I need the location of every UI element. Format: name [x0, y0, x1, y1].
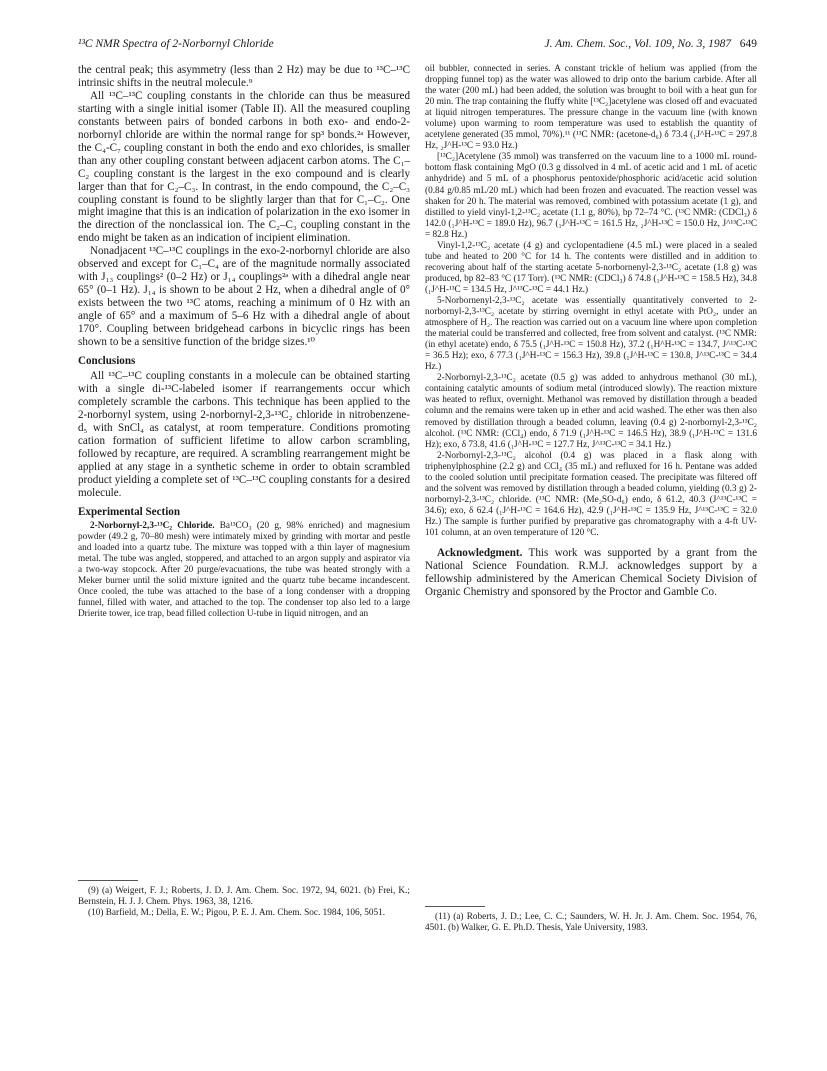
body-paragraph: the central peak; this asymmetry (less than 2 Hz) may be due to ¹³C–¹³C intrinsic shifts in the neutral molecule.⁹ [78, 64, 410, 89]
body-paragraph: All ¹³C–¹³C coupling constants in the chloride can thus be measured starting with a single initial isomer (Table II). All the measured coupling constants between pairs of bonded carbons in both exo- and endo-2-norbornyl chloride are within the normal range for sp³ bonds.²ᵃ However, the C₄-C₇ coupling constant in both the endo and exo chlorides, is smaller than any other coupling constant between adjacent carbon atoms. The C₁–C₂ coupling constant is the largest in the exo compound and is clearly larger than that for C₂–C₃. In contrast, in the endo compound, the C₂–C₃ coupling constant is found to be slightly larger than that for C₁–C₂. One might imagine that this is an indication of polarization in the exo isomer in the direction of the nonclassical ion. The C₂–C₃ coupling constant in the endo might be taken as an indication of incipient elimination. [78, 89, 410, 245]
right-column [425, 64, 757, 900]
footnote-rule-left [78, 880, 138, 881]
experimental-paragraph: [¹³C₂]Acetylene (35 mmol) was transferred on the vacuum line to a 1000 mL round-bottom flask containing MgO (0.3 g dissolved in 4 mL of acetic acid and 1 mL of acetic anhydride) and 5 mL of a phosphorus pentoxide/phosphoric acid/acetic acid solution (0.84 g/0.85 mL/20 mL) which had been frozen and evacuated. The reaction vessel was shaken for 20 h. The material was removed, combined with potassium acetate (1 g), and distilled to yield vinyl-1,2-¹³C₂ acetate (1.1 g, 80%), bp 72–74 °C. (¹³C NMR: (CDCl₃) δ 142.0 (₁J^H-¹³C = 189.0 Hz), 96.7 (₁J^H-¹³C = 161.5 Hz, ₂J^H-¹³C = 150.0 Hz, J^¹³C-¹³C = 82.8 Hz.) [425, 152, 757, 240]
acknowledgment-heading: Acknowledgment. [437, 547, 523, 560]
running-title: ¹³C NMR Spectra of 2-Norbornyl Chloride [78, 38, 274, 50]
body-paragraph: Nonadjacent ¹³C–¹³C couplings in the exo-2-norbornyl chloride are also observed and except for C₁–C₄ are of the magnitude normally associated with J₁₃ couplings² (0–2 Hz) or J₁₄ couplings²ᵃ with a dihedral angle near 65° (0–1 Hz). J₁₄ is shown to be about 2 Hz, when a dihedral angle of 0° exists between the two ¹³C atoms, reaching a minimum of 0 Hz with an angle of 65° and a maximum of 5–6 Hz with a dihedral angle of about 170°. Coupling between bridgehead carbons in bicyclic rings has been shown to be a sensitive function of the bridge sizes.¹⁰ [78, 245, 410, 349]
footnote: (10) Barfield, M.; Della, E. W.; Pigou, P. E. J. Am. Chem. Soc. 1984, 106, 5051. [88, 907, 386, 918]
experimental-paragraph: 2-Norbornyl-2,3-¹³C₂ acetate (0.5 g) was added to anhydrous methanol (30 mL), containing catalytic amounts of sodium metal (introduced slowly). The reaction mixture was heated to reflux, overnight. Methanol was removed by distillation through a beaded column and the remains were taken up in ether and acid washed. The ether was then also removed by distillation through a beaded column, leaving (0.4 g) 2-norbornyl-2,3-¹³C₂ alcohol. (¹³C NMR: (CCl₄) endo, δ 71.9 (₁J^H-¹³C = 146.5 Hz), 38.9 (₁J^H-¹³C = 131.6 Hz); exo, δ 73.8, 41.6 (₁J^H-¹³C = 127.7 Hz, J^¹³C-¹³C = 34.1 Hz.) [425, 373, 757, 450]
conclusions-paragraph: All ¹³C–¹³C coupling constants in a molecule can be obtained starting with a single di-¹³C-labeled isomer if rearrangements occur which completely scramble the carbons. This technique has been applied to the 2-norbornyl system, using 2-norbornyl-2,3-¹³C₂ chloride in nitrobenzene-d₅ with SnCl₄ as catalyst, at room temperature. Conditions promoting cation formation of sufficient lifetime to allow carbon scrambling, followed by recapture, are required. A scrambling rearrangement might be applied at any stage in a synthetic scheme in order to obtain scrambled product yielding a complete set of ¹³C–¹³C coupling constants for a desired molecule. [78, 369, 410, 499]
experimental-paragraph: 2-Norbornyl-2,3-¹³C₂ alcohol (0.4 g) was placed in a flask along with triphenylphosphine (2.2 g) and CCl₄ (35 mL) and refluxed for 16 h. Pentane was added to the cooled solution until precipitate formation ceased. The precipitate was filtered off and the solvent was removed by distillation through a beaded column, yielding (0.3 g) 2-norbornyl-2,3-¹³C₂ chloride. (¹³C NMR: (Me₂SO-d₆) endo, δ 61.2, 40.3 (J^¹³C-¹³C = 34.6); exo, δ 62.4 (₁J^H-¹³C = 164.6 Hz), 42.9 (₁J^H-¹³C = 135.9 Hz, J^¹³C-¹³C = 32.0 Hz.) The sample is further purified by preparative gas chromatography with a 4-ft UV-101 column, at an oven temperature of 120 °C. [425, 450, 757, 538]
acknowledgment-paragraph [425, 547, 757, 599]
footnote: (11) (a) Roberts, J. D.; Lee, C. C.; Saunders, W. H. Jr. J. Am. Chem. Soc. 1954, 76, 4501. (b) Walker, G. E. Ph.D. Thesis, Yale University, 1983. [425, 912, 757, 933]
footnotes-right [425, 912, 757, 934]
experimental-paragraph: oil bubbler, connected in series. A constant trickle of helium was applied (from the dropping funnel top) as the water was allowed to drip onto the barium carbide. After all the water (200 mL) had been added, the solution was brought to boil with a heat gun for 20 min. The trap containing the fluffy white [¹³C₂]acetylene was closed off and evacuated at liquid nitrogen temperatures. The pressure change in the vacuum line (with known volume) upon warming to room temperature was used to establish the quantity of acetylene generated (35 mmol, 70%).¹¹ (¹³C NMR: (acetone-d₆) δ 73.4 (₁J^H-¹³C = 297.8 Hz, ₂J^H-¹³C = 93.0 Hz.) [425, 64, 757, 152]
footnote-rule-right [425, 906, 485, 907]
left-column [78, 64, 410, 864]
acknowledgment-text: This work was supported by a grant from the National Science Foundation. R.M.J. acknowledges support by a fellowship administered by the American Chemical Society Division of Organic Chemistry and sponsored by the Proctor and Gamble Co. [425, 547, 757, 598]
running-header [78, 38, 757, 54]
footnote: (9) (a) Weigert, F. J.; Roberts, J. D. J. Am. Chem. Soc. 1972, 94, 6021. (b) Frei, K.; Bernstein, H. J. J. Chem. Phys. 1963, 38, 1216. [78, 886, 410, 907]
experimental-paragraph: Vinyl-1,2-¹³C₂ acetate (4 g) and cyclopentadiene (4.5 mL) were placed in a sealed tube and heated to 200 °C for 14 h. The contents were distilled and in addition to recovering about half of the starting acetate 5-norbornenyl-2,3-¹³C₂ acetate (1.8 g) was produced, bp 82–83 °C (17 Torr). (¹³C NMR: (CDCl₃) δ 74.8 (₁J^H-¹³C = 158.5 Hz), 34.8 (₁J^H-¹³C = 134.5 Hz, J^¹³C-¹³C = 44.1 Hz.) [425, 240, 757, 295]
experimental-paragraph [78, 521, 410, 620]
experimental-paragraph: 5-Norbornenyl-2,3-¹³C₂ acetate was essentially quantitatively converted to 2-norbornyl-2,3-¹³C₂ acetate by stirring overnight in ethyl acetate with PtO₂, under an atmosphere of H₂. The reaction was carried out on a vacuum line where upon completion the material could be transferred and collected, free from solvent and catalyst. (¹³C NMR: (in ethyl acetate) endo, δ 75.5 (₁J^H-¹³C = 150.8 Hz), 37.2 (₁H^H-¹³C = 134.7, J^¹³C-¹³C = 36.5 Hz); exo, δ 77.3 (₁J^H-¹³C = 156.3 Hz), 39.8 (₁J^H-¹³C = 130.8, J^¹³C-¹³C = 34.4 Hz.) [425, 295, 757, 373]
footnotes-left [78, 886, 410, 918]
experimental-subheading: 2-Norbornyl-2,3-¹³C₂ Chloride. [90, 520, 215, 531]
conclusions-heading: Conclusions [78, 354, 136, 367]
spacer [425, 539, 757, 547]
journal-citation [544, 38, 757, 50]
page-number: 649 [739, 38, 757, 50]
experimental-heading: Experimental Section [78, 505, 180, 518]
journal-name: J. Am. Chem. Soc., Vol. 109, No. 3, 1987 [544, 38, 732, 50]
experimental-text: Ba¹³CO₃ (20 g, 98% enriched) and magnesium powder (49.2 g, 70–80 mesh) were intimately mixed by grinding with mortar and pestle and loaded into a quartz tube. The mixture was topped with a thin layer of magnesium metal. The tube was angled, stoppered, and attached to an argon supply and aspirator via a two-way stopcock. After 20 purge/evacuations, the tube was heated strongly with a Meker burner until the solid mixture ignited and the quartz tube became incandescent. Once cooled, the tube was attached to the base of a long condenser with a dropping funnel, filled with water, and attached to the top. The condenser top also led to a large Drierite tower, ice trap, bead filled collection U-tube in liquid nitrogen, and an [78, 520, 410, 619]
